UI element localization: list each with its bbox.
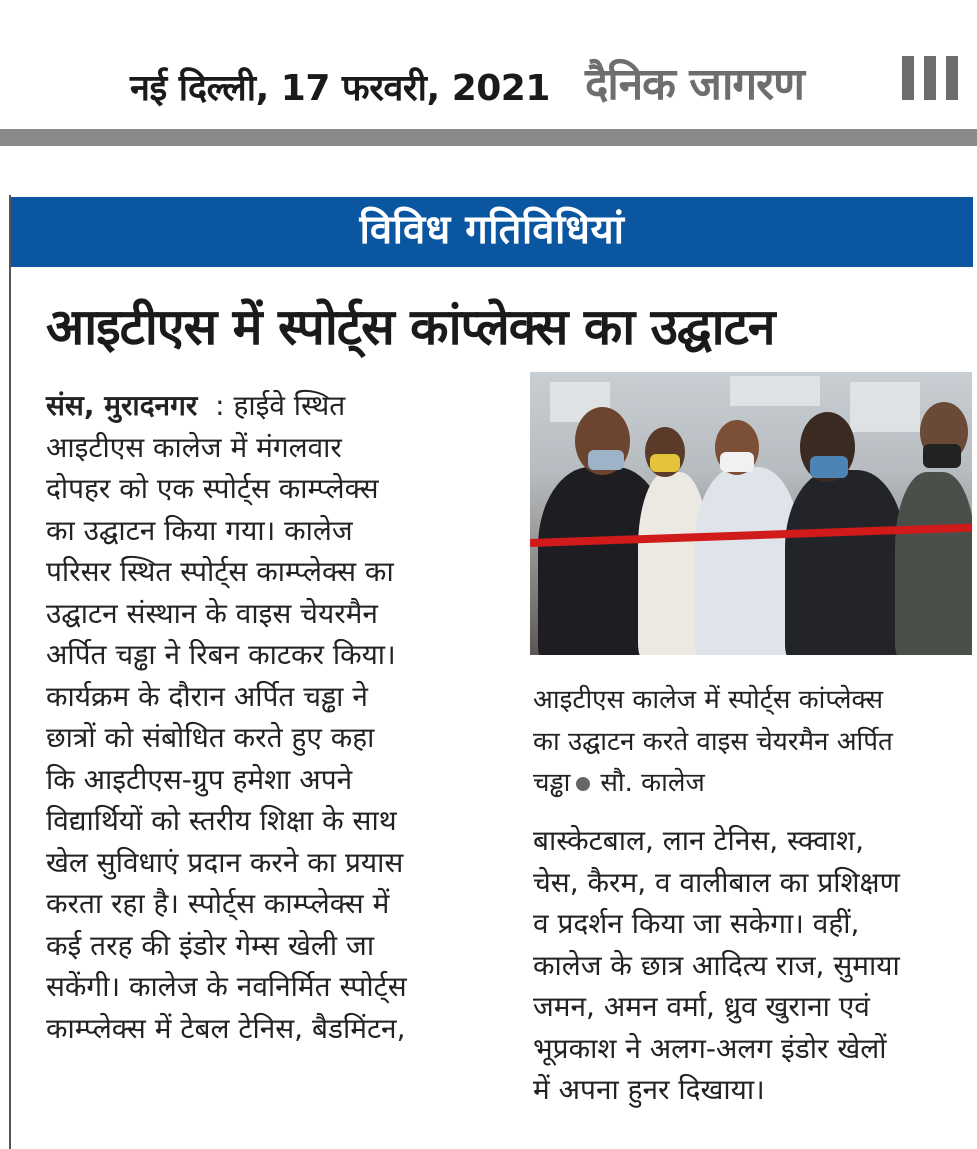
body-line: का उद्घाटन किया गया। कालेज — [46, 513, 353, 547]
newspaper-logo: दैनिक जागरण — [585, 59, 804, 110]
masthead-bars-icon — [902, 56, 962, 100]
body-line: जमन, अमन वर्मा, ध्रुव खुराना एवं — [533, 990, 870, 1023]
body-line: छात्रों को संबोधित करते हुए कहा — [46, 721, 375, 754]
body-line: उद्घाटन संस्थान के वाइस चेयरमैन — [46, 596, 378, 630]
body-line: कालेज के छात्र आदित्य राज, सुमाया — [533, 948, 900, 982]
body-line: बास्केटबाल, लान टेनिस, स्क्वाश, — [533, 824, 864, 857]
byline: संस, मुरादनगर — [46, 389, 198, 422]
dateline: नई दिल्ली, 17 फरवरी, 2021 — [130, 68, 550, 109]
body-line: काम्प्लेक्स में टेबल टेनिस, बैडमिंटन, — [46, 1011, 406, 1045]
body-line: भूप्रकाश ने अलग-अलग इंडोर खेलों — [533, 1031, 887, 1065]
body-line: परिसर स्थित स्पोर्ट्स काम्प्लेक्स का — [46, 555, 394, 588]
caption-line: आइटीएस कालेज में स्पोर्ट्स कांप्लेक्स — [533, 685, 884, 715]
section-title: विविध गतिविधियां — [11, 197, 973, 267]
body-line: में अपना हुनर दिखाया। — [533, 1073, 765, 1106]
body-line: कि आइटीएस-ग्रुप हमेशा अपने — [46, 762, 353, 796]
article-headline: आइटीएस में स्पोर्ट्स कांप्लेक्स का उद्घाटन — [46, 298, 775, 356]
body-line: आइटीएस कालेज में मंगलवार — [46, 430, 342, 464]
body-line: चेस, कैरम, व वालीबाल का प्रशिक्षण — [533, 865, 900, 899]
body-line: व प्रदर्शन किया जा सकेगा। वहीं, — [533, 907, 860, 940]
body-line: खेल सुविधाएं प्रदान करने का प्रयास — [46, 845, 404, 879]
body-line: कई तरह की इंडोर गेम्स खेली जा — [46, 928, 375, 962]
byline-separator: : — [197, 389, 234, 422]
article-body-left — [46, 385, 486, 1049]
caption-line-last — [533, 763, 973, 805]
body-line: करता रहा है। स्पोर्ट्स काम्प्लेक्स में — [46, 887, 390, 920]
caption-line: चड्ढा — [533, 768, 571, 798]
article-photo — [530, 372, 972, 655]
article-body-right — [533, 820, 973, 1111]
photo-caption — [533, 680, 973, 805]
body-line: अर्पित चड्ढा ने रिबन काटकर किया। — [46, 638, 396, 671]
caption-line: का उद्घाटन करते वाइस चेयरमैन अर्पित — [533, 726, 893, 757]
photo-credit: सौ. कालेज — [600, 768, 705, 798]
body-line: दोपहर को एक स्पोर्ट्स काम्प्लेक्स — [46, 472, 379, 505]
masthead — [0, 0, 977, 128]
body-line: सकेंगी। कालेज के नवनिर्मित स्पोर्ट्स — [46, 970, 407, 1003]
body-line: विद्यार्थियों को स्तरीय शिक्षा के साथ — [46, 804, 397, 837]
first-line — [46, 385, 486, 427]
bullet-icon — [576, 777, 590, 791]
masthead-divider — [0, 129, 977, 146]
body-line: हाईवे स्थित — [233, 389, 346, 422]
body-line: कार्यक्रम के दौरान अर्पित चड्ढा ने — [46, 679, 368, 713]
